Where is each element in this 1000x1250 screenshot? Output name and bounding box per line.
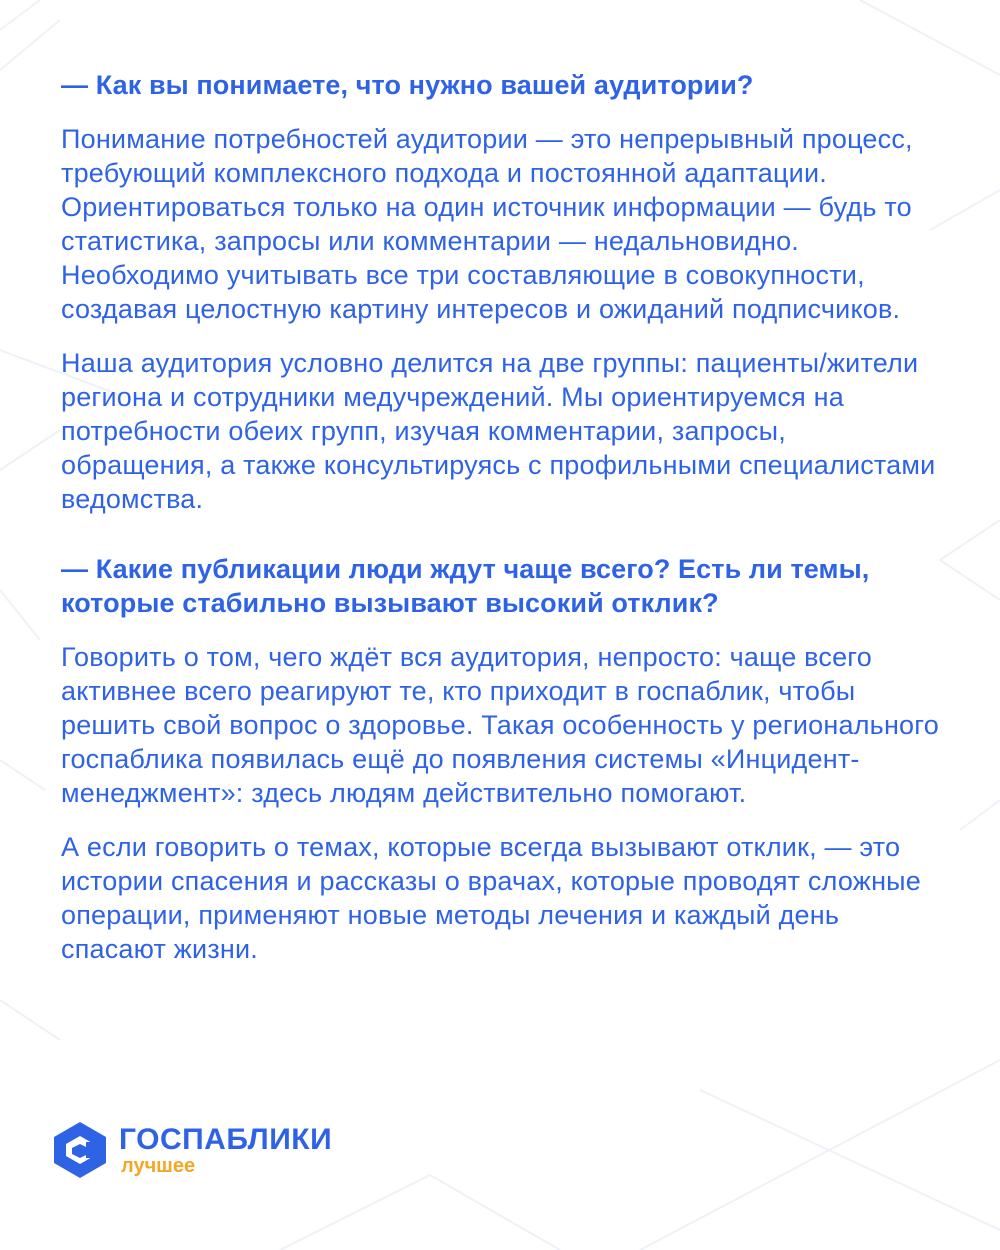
question-2: — Какие публикации люди ждут чаще всего? Есть ли темы, которые стабильно вызывают высокий отклик? xyxy=(61,554,870,618)
qa-section-2 xyxy=(61,552,941,966)
answer-1-paragraph-1: Понимание потребностей аудитории — это непрерывный процесс, требующий комплексного подхода и постоянной адаптации. Ориентироваться только на один источник информации — будь то статистика, запросы или комментарии — недальновидно. Необходимо учитывать все три составляющие в совокупности, создавая целостную картину интересов и ожиданий подписчиков. xyxy=(61,124,913,324)
article-content xyxy=(61,68,941,986)
answer-2-paragraph-2: А если говорить о темах, которые всегда вызывают отклик, — это истории спасения и рассказы о врачах, которые проводят сложные операции, применяют новые методы лечения и каждый день спасают жизни. xyxy=(61,832,921,964)
logo-text xyxy=(119,1124,332,1176)
logo-title: ГОСПАБЛИКИ xyxy=(119,1123,333,1156)
logo-subtitle: лучшее xyxy=(121,1155,196,1177)
gospabliki-logo-icon xyxy=(50,1120,110,1180)
question-1: — Как вы понимаете, что нужно вашей аудитории? xyxy=(61,70,754,100)
answer-2-paragraph-1: Говорить о том, чего ждёт вся аудитория, непросто: чаще всего активнее всего реагируют те, кто приходит в госпаблик, чтобы решить свой вопрос о здоровье. Такая особенность у регионального госпаблика появилась ещё до появления системы «Инцидент-менеджмент»: здесь людям действительно помогают. xyxy=(61,642,939,808)
brand-logo xyxy=(50,1120,332,1180)
qa-section-1 xyxy=(61,68,941,516)
answer-1-paragraph-2: Наша аудитория условно делится на две группы: пациенты/жители региона и сотрудники медучреждений. Мы ориентируемся на потребности обеих групп, изучая комментарии, запросы, обращения, а также консультируясь с профильными специалистами ведомства. xyxy=(61,348,936,514)
